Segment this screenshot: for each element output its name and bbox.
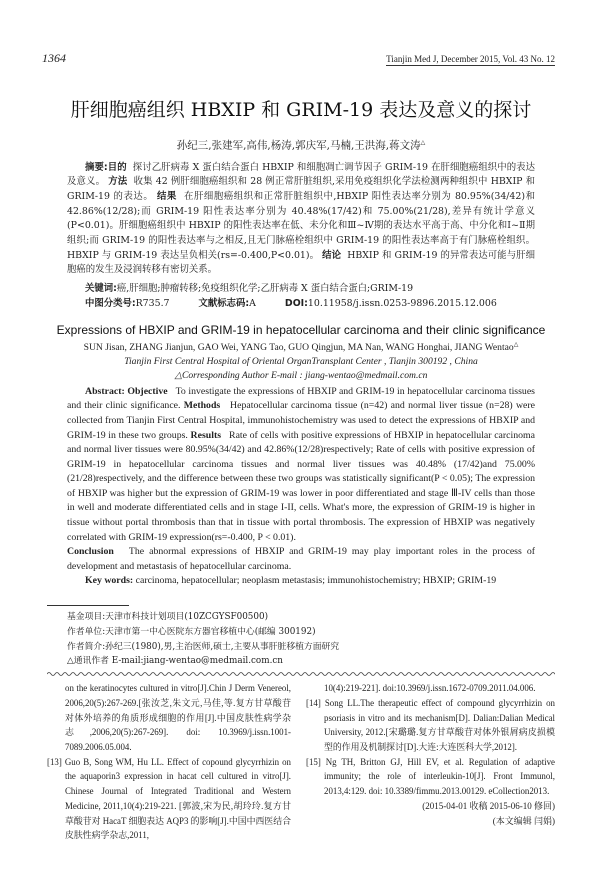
reference-15 bbox=[306, 755, 555, 799]
cn-conclusion-label: 结论 bbox=[322, 249, 342, 261]
en-methods: Hepatocellular carcinoma tissue (n=42) and normal liver tissue (n=28) were collected from Tianjin First Central Hospital, immunohistochemistry was used to detect the expressions of HBXIP and GRIM-19 in these two groups. bbox=[67, 400, 535, 441]
en-conclusion-paragraph bbox=[67, 545, 535, 574]
cn-results-label: 结果 bbox=[156, 190, 177, 202]
en-author-list: SUN Jisan, ZHANG Jianjun, GAO Wei, YANG Tao, GUO Qingjun, MA Nan, WANG Honghai, JIANG Wentao bbox=[83, 341, 514, 353]
en-abstract bbox=[67, 385, 535, 546]
en-conclusion: The abnormal expressions of HBXIP and GRIM-19 may play important roles in the process of development and metastasis of hepatocellular carcinoma. bbox=[67, 546, 535, 572]
reference-continuation: 10(4):219-221]. doi:10.3969/j.issn.1672-0709.2011.04.006. bbox=[324, 683, 536, 694]
reference-number: [13] bbox=[47, 756, 62, 767]
cn-authors bbox=[47, 136, 555, 153]
en-authors bbox=[47, 338, 555, 355]
en-abstract-label: Abstract: Objective bbox=[85, 385, 168, 397]
en-corresponding: △Corresponding Author E-mail : jiang-wentao@medmail.com.cn bbox=[174, 369, 428, 381]
reference-number: [15] bbox=[306, 756, 321, 767]
references bbox=[47, 681, 555, 843]
cn-methods-label: 方法 bbox=[108, 176, 128, 188]
doi-label: DOI: bbox=[284, 297, 308, 309]
footnote-author-bio: 作者简介:孙纪三(1980),男,主治医师,硕士,主要从事肝脏移植方面研究 bbox=[67, 641, 340, 652]
page-header bbox=[42, 48, 555, 66]
running-head: Tianjin Med J, December 2015, Vol. 43 No. 12 bbox=[386, 54, 555, 64]
cn-keywords bbox=[67, 282, 535, 297]
cn-methods: 收集 42 例肝细胞癌组织和 28 例正常肝脏组织,采用免疫组织化学法检测两种组织中 HBXIP 和 GRIM-19 的表达。 bbox=[67, 176, 535, 202]
footnote-affiliation: 作者单位:天津市第一中心医院东方器官移植中心(邮编 300192) bbox=[67, 626, 316, 637]
en-results: Rate of cells with positive expressions of HBXIP in hepatocellular carcinoma and normal liver tissues were 80.95%(34/42) and 42.86%(12/28)respectively; Rate of cells with positive expression of GRIM-19 in hepatocellular carcinoma tissues and normal liver tissues was 40.48% (17/42)and 75.00%(21/28)respectively, and the difference between these two groups was statistically significant(P < 0.05); The expression of HBXIP was higher but the expression of GRIM-19 was lower in poor differentiated and stage Ⅲ-IV cells than those in well and moderate differentiated cells and in stage I-II, cells. What's more, the expression of GRIM-19 is higher in tissue without portal thrombosis than that in tissue with portal thrombosis. The expression of HBXIP was negatively correlated with GRIM-19 expression(rs=-0.400, P < 0.01). bbox=[67, 429, 535, 543]
reference-text: Guo B, Song WM, Hu LL. Effect of copound glycyrrhizin on the aquaporin3 expression in hacat cell cultured in vitro[J]. Chinese Journal of Integrated Traditional and Western Medicine, 2011,10(4):219-221. [郭波,宋为民,胡玲玲.复方甘草酸苷对 HacaT 细胞表达 AQP3 的影响[J].中国中西医结合皮肤性病学杂志,2011, bbox=[64, 756, 291, 841]
cn-abstract bbox=[67, 161, 535, 279]
cn-abstract-label: 摘要:目的 bbox=[85, 161, 127, 173]
footnote-fund: 基金项目:天津市科技计划项目(10ZCGYSF00500) bbox=[67, 612, 269, 623]
reference-text: Ng TH, Britton GJ, Hill EV, et al. Regulation of adaptive immunity; the role of interleukin-10[J]. Front Immunol, 2013,4:129. doi: 10.3389/fimmu.2013.00129. eCollection2013. bbox=[324, 756, 555, 797]
reference-text: Song LL.The therapeutic effect of compound glycyrrhizin on psoriasis in vitro and its mechanism[D]. Dalian:Dalian Medical University, 2012.[宋璐璐.复方甘草酸苷对体外银屑病皮损模型的作用及机制探讨[D].大连:大连医科大学,2012]. bbox=[324, 697, 555, 753]
en-results-label: Results bbox=[190, 429, 222, 441]
en-title: Expressions of HBXIP and GRIM-19 in hepatocellular carcinoma and their clinic significance bbox=[56, 322, 546, 337]
reference-number: [14] bbox=[306, 697, 321, 708]
reference-14 bbox=[306, 696, 555, 755]
received-revised-dates: (2015-04-01 收稿 2015-06-10 修回) bbox=[422, 800, 555, 811]
editor-note: (本文编辑 闫娟) bbox=[492, 815, 555, 826]
corresponding-mark: △ bbox=[420, 139, 426, 146]
clc-value: R735.7 bbox=[135, 297, 170, 309]
cn-keywords-label: 关键词: bbox=[85, 283, 117, 295]
page-number: 1364 bbox=[42, 51, 66, 65]
cn-objective: 探讨乙肝病毒 X 蛋白结合蛋白 HBXIP 和细胞凋亡调节因子 GRIM-19 在肝细胞癌组织中的表达及意义。 bbox=[67, 161, 535, 188]
references-left-column bbox=[47, 681, 291, 843]
en-methods-label: Methods bbox=[183, 400, 221, 412]
footnote-corresponding: △通讯作者 E-mail:jiang-wentao@medmail.com.cn bbox=[67, 656, 283, 667]
corresponding-mark: △ bbox=[513, 341, 519, 348]
en-affiliation: Tianjin First Central Hospital of Oriental OrganTransplant Center , Tianjin 300192 , China bbox=[124, 355, 478, 367]
doi-value: 10.11958/j.issn.0253-9896.2015.12.006 bbox=[307, 297, 497, 309]
clc-label: 中图分类号: bbox=[85, 297, 136, 309]
doc-code-label: 文献标志码: bbox=[198, 297, 250, 309]
en-conclusion-label: Conclusion bbox=[67, 546, 114, 558]
cn-conclusion: HBXIP 和 GRIM-19 的异常表达可能与肝细胞癌的发生及浸润转移有密切关系。 bbox=[67, 249, 535, 276]
cn-title: 肝细胞癌组织 HBXIP 和 GRIM-19 表达及意义的探讨 bbox=[70, 99, 532, 121]
en-objective: To investigate the expressions of HBXIP and GRIM-19 in hepatocellular carcinoma tissues and their clinic significance. bbox=[67, 385, 535, 412]
reference-continuation: on the keratinocytes cultured in vitro[J].Chin J Derm Venereol, 2006,20(5):267-269.[张汝芝,朱文元,马佳,等.复方甘草酸苷对体外培养的角质形成细胞的作用[J].中国皮肤性病学杂志,2006,20(5):267-269]. doi: 10.3969/j.issn.1001-7089.2006.05.004. bbox=[65, 683, 291, 753]
footnote-rule bbox=[47, 605, 129, 606]
en-keywords bbox=[67, 574, 535, 589]
cn-keywords-text: 癌,肝细胞;肿瘤转移;免疫组织化学;乙肝病毒 X 蛋白结合蛋白;GRIM-19 bbox=[116, 283, 414, 295]
cn-results: 在肝细胞癌组织和正常肝脏组织中,HBXIP 阳性表达率分别为 80.95%(34/42)和 42.86%(12/28);而 GRIM-19 阳性表达率分别为 40.48%(17/42)和 75.00%(21/28),差异有统计学意义(P<0.01)。肝细胞癌组织中 HBXIP 的阳性表达率在低、未分化和Ⅲ~Ⅳ期的表达水平高于高、中分化和Ⅰ~Ⅱ期组织;而 GRIM-19 的阳性表达率与之相反,且无门脉癌栓组织中 GRIM-19 的阳性表达率高于有门脉癌栓组织。HBXIP 与 GRIM-19 表达呈负相关(rs=-0.400,P<0.01)。 bbox=[67, 190, 535, 261]
reference-13 bbox=[47, 755, 291, 843]
doc-code-value: A bbox=[249, 297, 256, 309]
cn-classification bbox=[67, 297, 535, 312]
references-right-column bbox=[306, 681, 555, 843]
en-keywords-text: carcinoma, hepatocellular; neoplasm metastasis; immunohistochemistry; HBXIP; GRIM-19 bbox=[135, 575, 497, 587]
wavy-divider bbox=[47, 671, 555, 677]
footnotes bbox=[67, 610, 555, 669]
cn-author-list: 孙纪三,张建军,高伟,杨涛,郭庆军,马楠,王洪海,蒋文涛 bbox=[176, 139, 421, 152]
en-keywords-label: Key words: bbox=[85, 575, 134, 587]
